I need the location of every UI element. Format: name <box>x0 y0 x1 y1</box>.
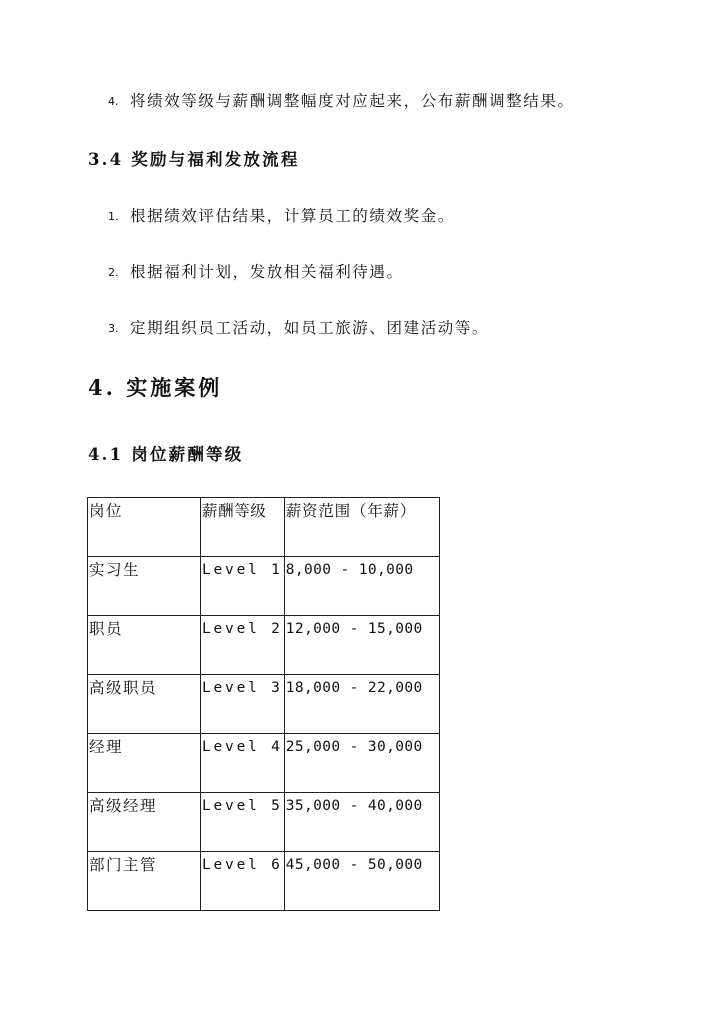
table-row <box>88 852 440 911</box>
table-cell: 职员 <box>88 616 201 675</box>
section-heading-3-4: 3.4 奖励与福利发放流程 <box>88 150 300 169</box>
table-cell: 45,000 - 50,000 <box>284 852 439 911</box>
table-row <box>88 675 440 734</box>
section-heading-4-1: 4.1 岗位薪酬等级 <box>88 445 244 464</box>
table-cell: 12,000 - 15,000 <box>284 616 439 675</box>
list-number: 3. <box>108 322 119 335</box>
table-cell: 高级职员 <box>88 675 201 734</box>
table-cell: 8,000 - 10,000 <box>284 557 439 616</box>
list-number: 1. <box>108 210 119 223</box>
table-row <box>88 734 440 793</box>
table-cell: 18,000 - 22,000 <box>284 675 439 734</box>
section-heading-4: 4. 实施案例 <box>88 375 223 400</box>
table-cell: 25,000 - 30,000 <box>284 734 439 793</box>
table-cell: Level 1 <box>201 557 285 616</box>
table-cell: 经理 <box>88 734 201 793</box>
table-row <box>88 793 440 852</box>
list-text: 根据福利计划，发放相关福利待遇。 <box>130 263 404 281</box>
table-cell: 部门主管 <box>88 852 201 911</box>
list-item <box>108 260 404 282</box>
list-text: 定期组织员工活动，如员工旅游、团建活动等。 <box>130 319 490 337</box>
table-cell: Level 4 <box>201 734 285 793</box>
table-cell: Level 6 <box>201 852 285 911</box>
list-item <box>108 316 489 338</box>
table-cell: 实习生 <box>88 557 201 616</box>
list-text: 根据绩效评估结果，计算员工的绩效奖金。 <box>130 207 455 225</box>
list-item <box>108 204 455 226</box>
list-number: 4. <box>108 95 119 108</box>
table-row <box>88 616 440 675</box>
list-item <box>108 89 575 111</box>
table-header-row <box>88 498 440 557</box>
table-header-cell: 薪酬等级 <box>201 498 285 557</box>
table-cell: 高级经理 <box>88 793 201 852</box>
table-cell: 35,000 - 40,000 <box>284 793 439 852</box>
table-header-cell: 岗位 <box>88 498 201 557</box>
table-cell: Level 2 <box>201 616 285 675</box>
table-cell: Level 3 <box>201 675 285 734</box>
table-header-cell: 薪资范围（年薪） <box>284 498 439 557</box>
table-cell: Level 5 <box>201 793 285 852</box>
list-text: 将绩效等级与薪酬调整幅度对应起来，公布薪酬调整结果。 <box>130 92 575 110</box>
salary-grade-table <box>87 497 440 911</box>
table-row <box>88 557 440 616</box>
list-number: 2. <box>108 266 119 279</box>
